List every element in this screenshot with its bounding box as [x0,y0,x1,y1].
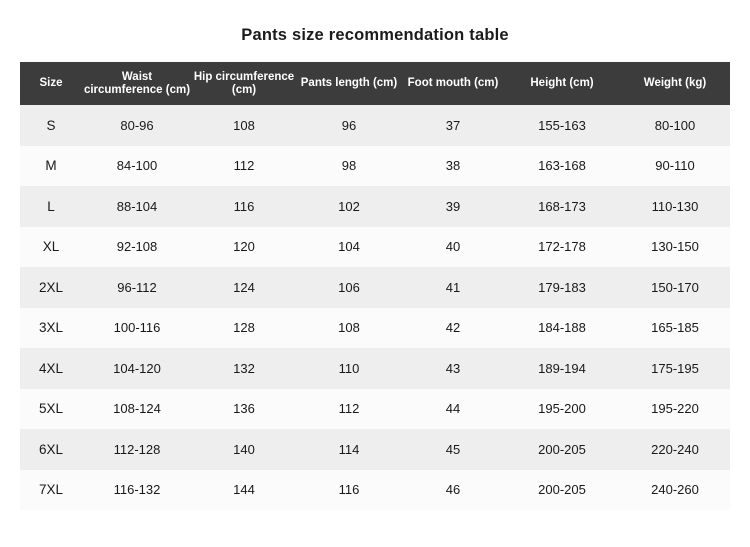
page-title: Pants size recommendation table [241,26,509,44]
table-header [20,62,730,105]
cell-pants-length: 110 [338,360,360,376]
cell-pants-length: 116 [338,482,360,498]
size-recommendation-table [20,62,730,510]
cell-waist: 92-108 [116,239,158,255]
cell-weight: 195-220 [651,401,699,417]
cell-height: 184-188 [538,320,586,336]
cell-foot-mouth: 44 [445,401,461,417]
cell-height: 189-194 [538,360,586,376]
cell-weight: 175-195 [651,360,699,376]
cell-weight: 165-185 [651,320,699,336]
cell-waist: 112-128 [113,441,161,457]
table-row [20,429,730,470]
cell-hip: 144 [233,482,255,498]
table-row [20,227,730,268]
cell-height: 200-205 [538,482,586,498]
cell-height: 163-168 [538,158,586,174]
cell-hip: 112 [233,158,255,174]
cell-waist: 80-96 [120,117,154,133]
cell-size: 5XL [38,401,64,417]
cell-pants-length: 98 [341,158,357,174]
cell-pants-length: 114 [338,441,360,457]
cell-waist: 84-100 [116,158,158,174]
cell-weight: 90-110 [655,158,695,174]
cell-hip: 136 [233,401,255,417]
cell-height: 200-205 [538,441,586,457]
cell-weight: 80-100 [654,117,696,133]
cell-waist: 100-116 [113,320,161,336]
cell-size: L [47,198,55,214]
cell-weight: 150-170 [651,279,699,295]
cell-size: S [46,117,56,133]
column-header-size: Size [39,77,63,89]
cell-foot-mouth: 41 [445,279,461,295]
column-header-hip-circumference: Hip circumference (cm) [193,70,295,96]
cell-pants-length: 96 [341,117,357,133]
cell-hip: 128 [233,320,255,336]
table-body [20,105,730,510]
cell-height: 195-200 [538,401,586,417]
cell-hip: 124 [233,279,255,295]
table-row [20,470,730,511]
cell-weight: 110-130 [651,198,699,214]
cell-height: 155-163 [538,117,586,133]
cell-waist: 88-104 [116,198,158,214]
cell-pants-length: 104 [338,239,360,255]
cell-hip: 120 [233,239,255,255]
cell-weight: 240-260 [651,482,699,498]
cell-size: XL [42,239,60,255]
cell-height: 179-183 [538,279,586,295]
cell-weight: 130-150 [651,239,699,255]
cell-foot-mouth: 45 [445,441,461,457]
column-header-weight: Weight (kg) [643,77,707,89]
cell-height: 172-178 [538,239,586,255]
table-row [20,105,730,146]
column-header-height: Height (cm) [530,77,594,89]
table-row [20,267,730,308]
table-row [20,348,730,389]
cell-size: 2XL [38,279,64,295]
table-row [20,146,730,187]
cell-hip: 140 [233,441,255,457]
cell-foot-mouth: 42 [445,320,461,336]
column-header-waist-circumference: Waist circumference (cm) [83,70,191,96]
table-row [20,186,730,227]
cell-foot-mouth: 37 [445,117,461,133]
cell-pants-length: 112 [338,401,360,417]
cell-size: 4XL [38,360,64,376]
cell-foot-mouth: 46 [445,482,461,498]
cell-foot-mouth: 43 [445,360,461,376]
cell-size: 3XL [38,320,64,336]
cell-hip: 132 [233,360,255,376]
cell-pants-length: 108 [338,320,360,336]
cell-size: 6XL [38,441,64,457]
column-header-pants-length: Pants length (cm) [300,77,398,89]
column-header-foot-mouth: Foot mouth (cm) [407,77,499,89]
cell-pants-length: 102 [338,198,360,214]
cell-foot-mouth: 39 [445,198,461,214]
cell-waist: 104-120 [113,360,161,376]
cell-hip: 108 [233,117,255,133]
table-row [20,308,730,349]
cell-size: 7XL [38,482,64,498]
cell-waist: 108-124 [113,401,161,417]
cell-weight: 220-240 [651,441,699,457]
cell-size: M [45,158,57,174]
table-row [20,389,730,430]
cell-waist: 96-112 [117,279,157,295]
cell-hip: 116 [233,198,255,214]
table-header-row [20,62,730,105]
cell-waist: 116-132 [113,482,161,498]
cell-pants-length: 106 [338,279,360,295]
cell-foot-mouth: 38 [445,158,461,174]
cell-foot-mouth: 40 [445,239,461,255]
cell-height: 168-173 [538,198,586,214]
